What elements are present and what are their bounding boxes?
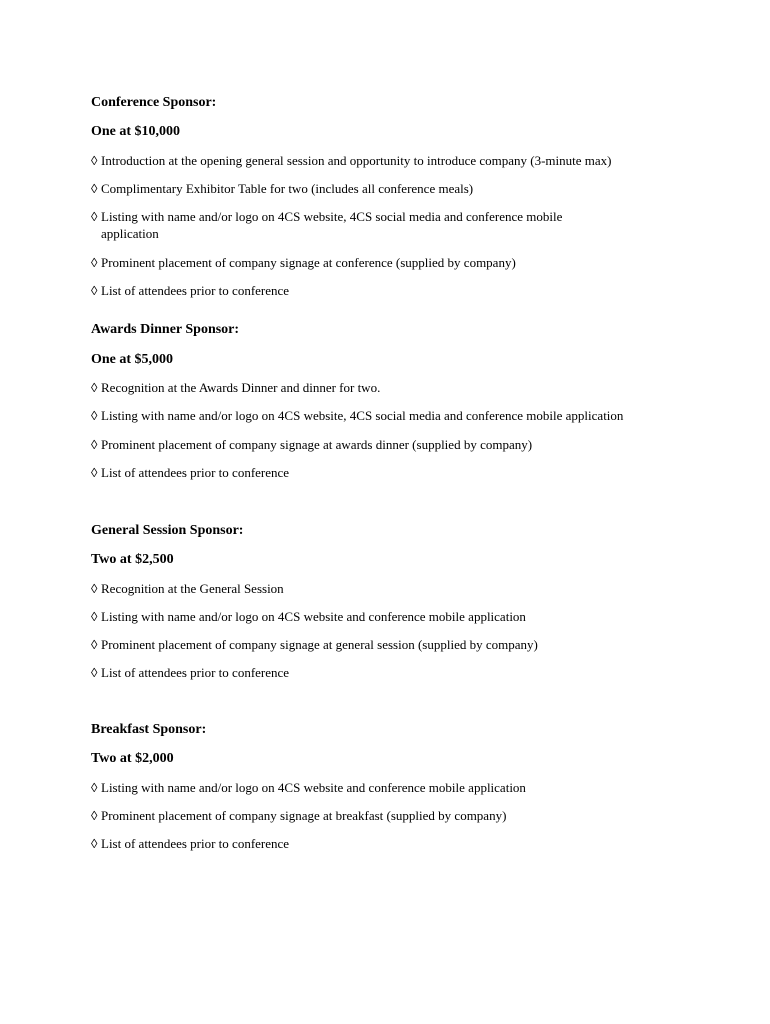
section-title: General Session Sponsor: <box>91 523 244 538</box>
list-item-text: Listing with name and/or logo on 4CS website, 4CS social media and conference mobile application <box>101 209 563 241</box>
section-price: Two at $2,500 <box>91 552 174 567</box>
diamond-bullet-icon: ◊ <box>91 609 98 624</box>
diamond-bullet-icon: ◊ <box>91 665 98 680</box>
diamond-bullet-icon: ◊ <box>91 808 98 823</box>
list-item <box>91 407 691 424</box>
section-title: Awards Dinner Sponsor: <box>91 322 240 337</box>
diamond-bullet-icon: ◊ <box>91 283 98 298</box>
diamond-bullet-icon: ◊ <box>91 465 98 480</box>
section-price: One at $10,000 <box>91 124 181 139</box>
list-item-text: Recognition at the Awards Dinner and dinner for two. <box>101 380 381 395</box>
list-item <box>91 464 691 481</box>
list-item <box>91 379 691 396</box>
list-item-text: Prominent placement of company signage at general session (supplied by company) <box>101 637 538 652</box>
list-item <box>91 779 691 796</box>
diamond-bullet-icon: ◊ <box>91 380 98 395</box>
diamond-bullet-icon: ◊ <box>91 408 98 423</box>
list-item-text: Listing with name and/or logo on 4CS website and conference mobile application <box>101 609 526 624</box>
list-item <box>91 208 691 242</box>
list-item-text: Complimentary Exhibitor Table for two (includes all conference meals) <box>101 181 474 196</box>
section-price: Two at $2,000 <box>91 751 174 766</box>
diamond-bullet-icon: ◊ <box>91 637 98 652</box>
list-item-text: Recognition at the General Session <box>101 581 284 596</box>
list-item <box>91 152 691 169</box>
diamond-bullet-icon: ◊ <box>91 181 98 196</box>
list-item-text: List of attendees prior to conference <box>101 836 290 851</box>
diamond-bullet-icon: ◊ <box>91 153 98 168</box>
list-item <box>91 180 691 197</box>
list-item-text: Prominent placement of company signage at breakfast (supplied by company) <box>101 808 507 823</box>
diamond-bullet-icon: ◊ <box>91 437 98 452</box>
list-item <box>91 436 691 453</box>
section-title: Breakfast Sponsor: <box>91 722 207 737</box>
list-item <box>91 254 691 271</box>
diamond-bullet-icon: ◊ <box>91 209 98 224</box>
list-item-text: List of attendees prior to conference <box>101 465 290 480</box>
section-title: Conference Sponsor: <box>91 95 217 110</box>
list-item-text: Listing with name and/or logo on 4CS website, 4CS social media and conference mobile application <box>101 408 624 423</box>
diamond-bullet-icon: ◊ <box>91 836 98 851</box>
list-item <box>91 580 691 597</box>
diamond-bullet-icon: ◊ <box>91 780 98 795</box>
list-item <box>91 835 691 852</box>
list-item-text: List of attendees prior to conference <box>101 283 290 298</box>
list-item-text: Prominent placement of company signage at awards dinner (supplied by company) <box>101 437 533 452</box>
list-item-text: Listing with name and/or logo on 4CS website and conference mobile application <box>101 780 526 795</box>
list-item-text: Prominent placement of company signage at conference (supplied by company) <box>101 255 516 270</box>
list-item-text: List of attendees prior to conference <box>101 665 290 680</box>
diamond-bullet-icon: ◊ <box>91 255 98 270</box>
list-item <box>91 807 691 824</box>
list-item <box>91 608 691 625</box>
list-item <box>91 282 691 299</box>
list-item <box>91 664 691 681</box>
list-item <box>91 636 691 653</box>
list-item-text: Introduction at the opening general session and opportunity to introduce company (3-minute max) <box>101 153 612 168</box>
diamond-bullet-icon: ◊ <box>91 581 98 596</box>
section-price: One at $5,000 <box>91 352 174 367</box>
